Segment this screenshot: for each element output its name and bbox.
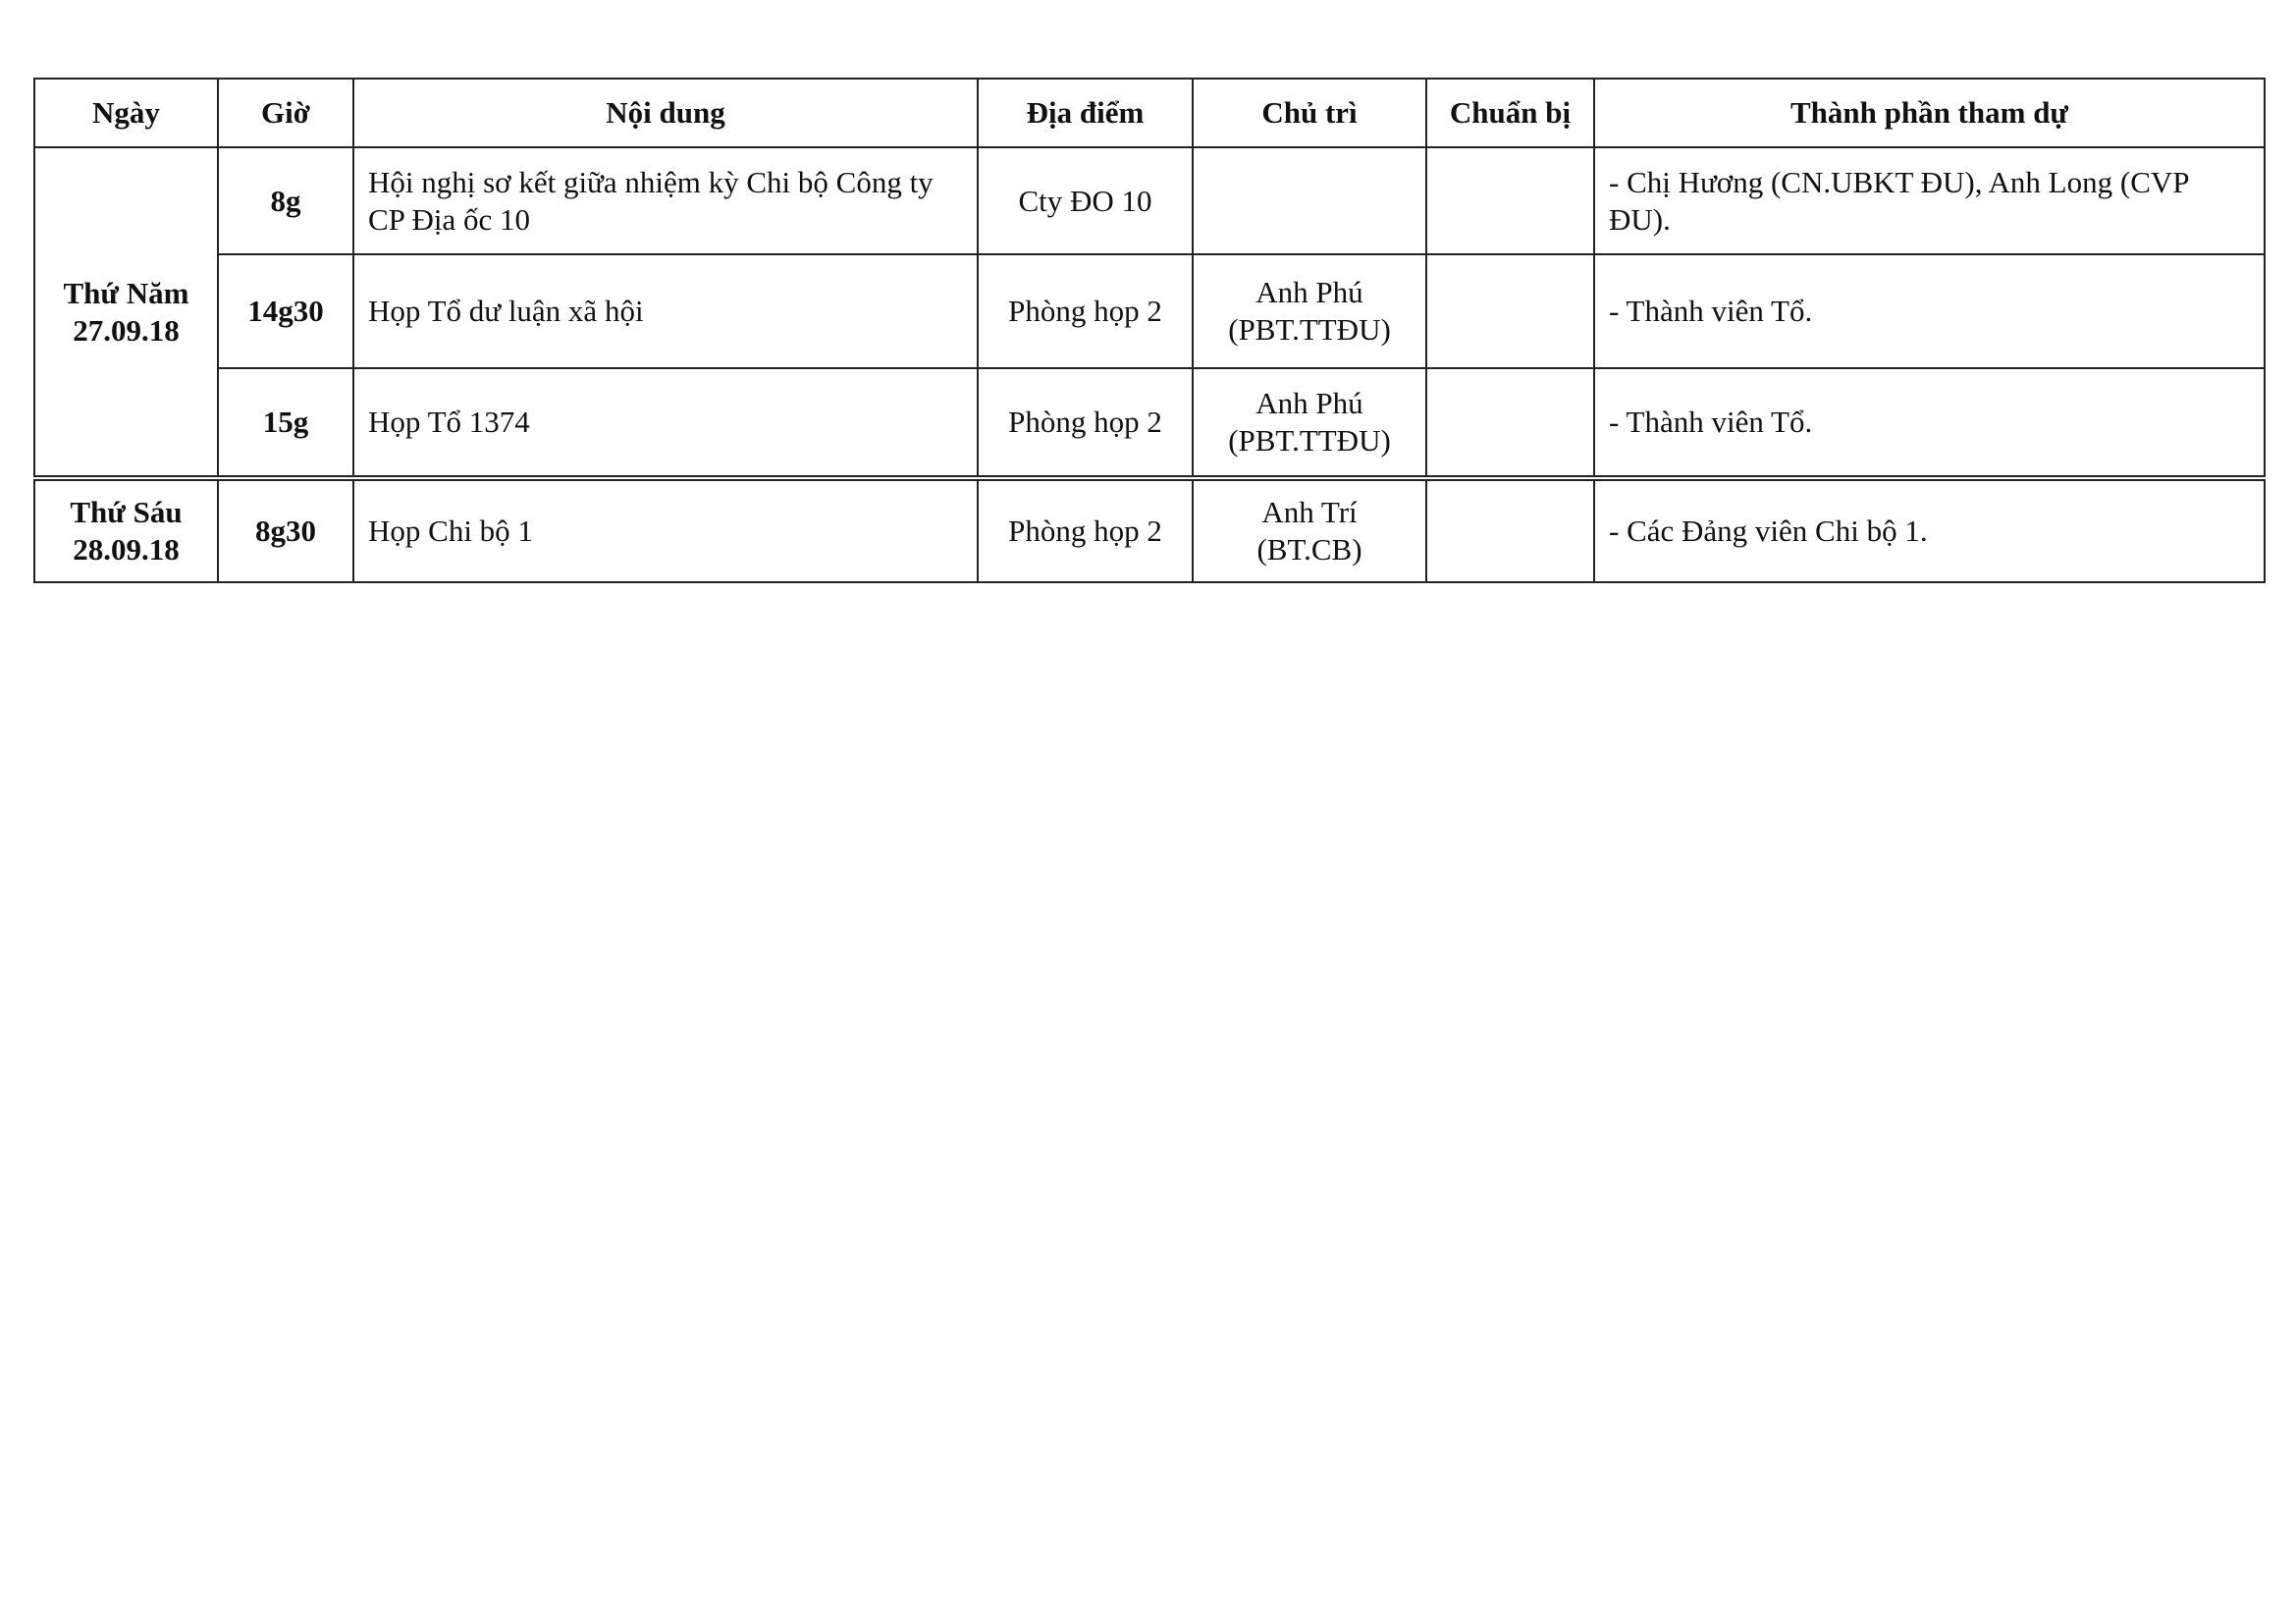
- location-cell: Cty ĐO 10: [978, 147, 1193, 254]
- chair-cell: [1193, 478, 1426, 582]
- time-cell: 8g30: [218, 478, 353, 582]
- chair-name: Anh Trí: [1261, 495, 1358, 529]
- chair-name: Anh Phú: [1255, 386, 1363, 420]
- day-name: Thứ Sáu: [70, 495, 183, 529]
- attendees-cell: - Thành viên Tổ.: [1594, 254, 2265, 368]
- table-row: [34, 147, 2265, 254]
- day-date: 27.09.18: [73, 312, 180, 348]
- chair-cell: [1193, 368, 1426, 478]
- table-row: [34, 254, 2265, 368]
- time-cell: 14g30: [218, 254, 353, 368]
- chair-role: (BT.CB): [1256, 532, 1362, 567]
- day-cell: [34, 147, 218, 478]
- chair-role: (PBT.TTĐU): [1228, 312, 1391, 347]
- chair-cell: [1193, 147, 1426, 254]
- location-cell: Phòng họp 2: [978, 478, 1193, 582]
- header-chair: Chủ trì: [1193, 79, 1426, 147]
- prepare-cell: [1426, 254, 1594, 368]
- header-prepare: Chuẩn bị: [1426, 79, 1594, 147]
- content-cell: Họp Tổ dư luận xã hội: [353, 254, 978, 368]
- table-row: [34, 478, 2265, 582]
- table-row: [34, 368, 2265, 478]
- chair-name: Anh Phú: [1255, 275, 1363, 309]
- content-cell: Họp Chi bộ 1: [353, 478, 978, 582]
- header-location: Địa điểm: [978, 79, 1193, 147]
- header-time: Giờ: [218, 79, 353, 147]
- attendees-cell: - Thành viên Tổ.: [1594, 368, 2265, 478]
- day-cell: [34, 478, 218, 582]
- prepare-cell: [1426, 368, 1594, 478]
- location-cell: Phòng họp 2: [978, 254, 1193, 368]
- header-day: Ngày: [34, 79, 218, 147]
- day-date: 28.09.18: [73, 532, 180, 567]
- content-cell: Họp Tổ 1374: [353, 368, 978, 478]
- time-cell: 15g: [218, 368, 353, 478]
- prepare-cell: [1426, 147, 1594, 254]
- chair-role: (PBT.TTĐU): [1228, 423, 1391, 458]
- header-row: [34, 79, 2265, 147]
- chair-cell: [1193, 254, 1426, 368]
- location-cell: Phòng họp 2: [978, 368, 1193, 478]
- time-cell: 8g: [218, 147, 353, 254]
- header-content: Nội dung: [353, 79, 978, 147]
- prepare-cell: [1426, 478, 1594, 582]
- header-attendees: Thành phần tham dự: [1594, 79, 2265, 147]
- attendees-cell: - Chị Hương (CN.UBKT ĐU), Anh Long (CVP ĐU).: [1594, 147, 2265, 254]
- meeting-schedule-table: [33, 78, 2266, 583]
- attendees-cell: - Các Đảng viên Chi bộ 1.: [1594, 478, 2265, 582]
- content-cell: Hội nghị sơ kết giữa nhiệm kỳ Chi bộ Công ty CP Địa ốc 10: [353, 147, 978, 254]
- day-name: Thứ Năm: [63, 275, 189, 310]
